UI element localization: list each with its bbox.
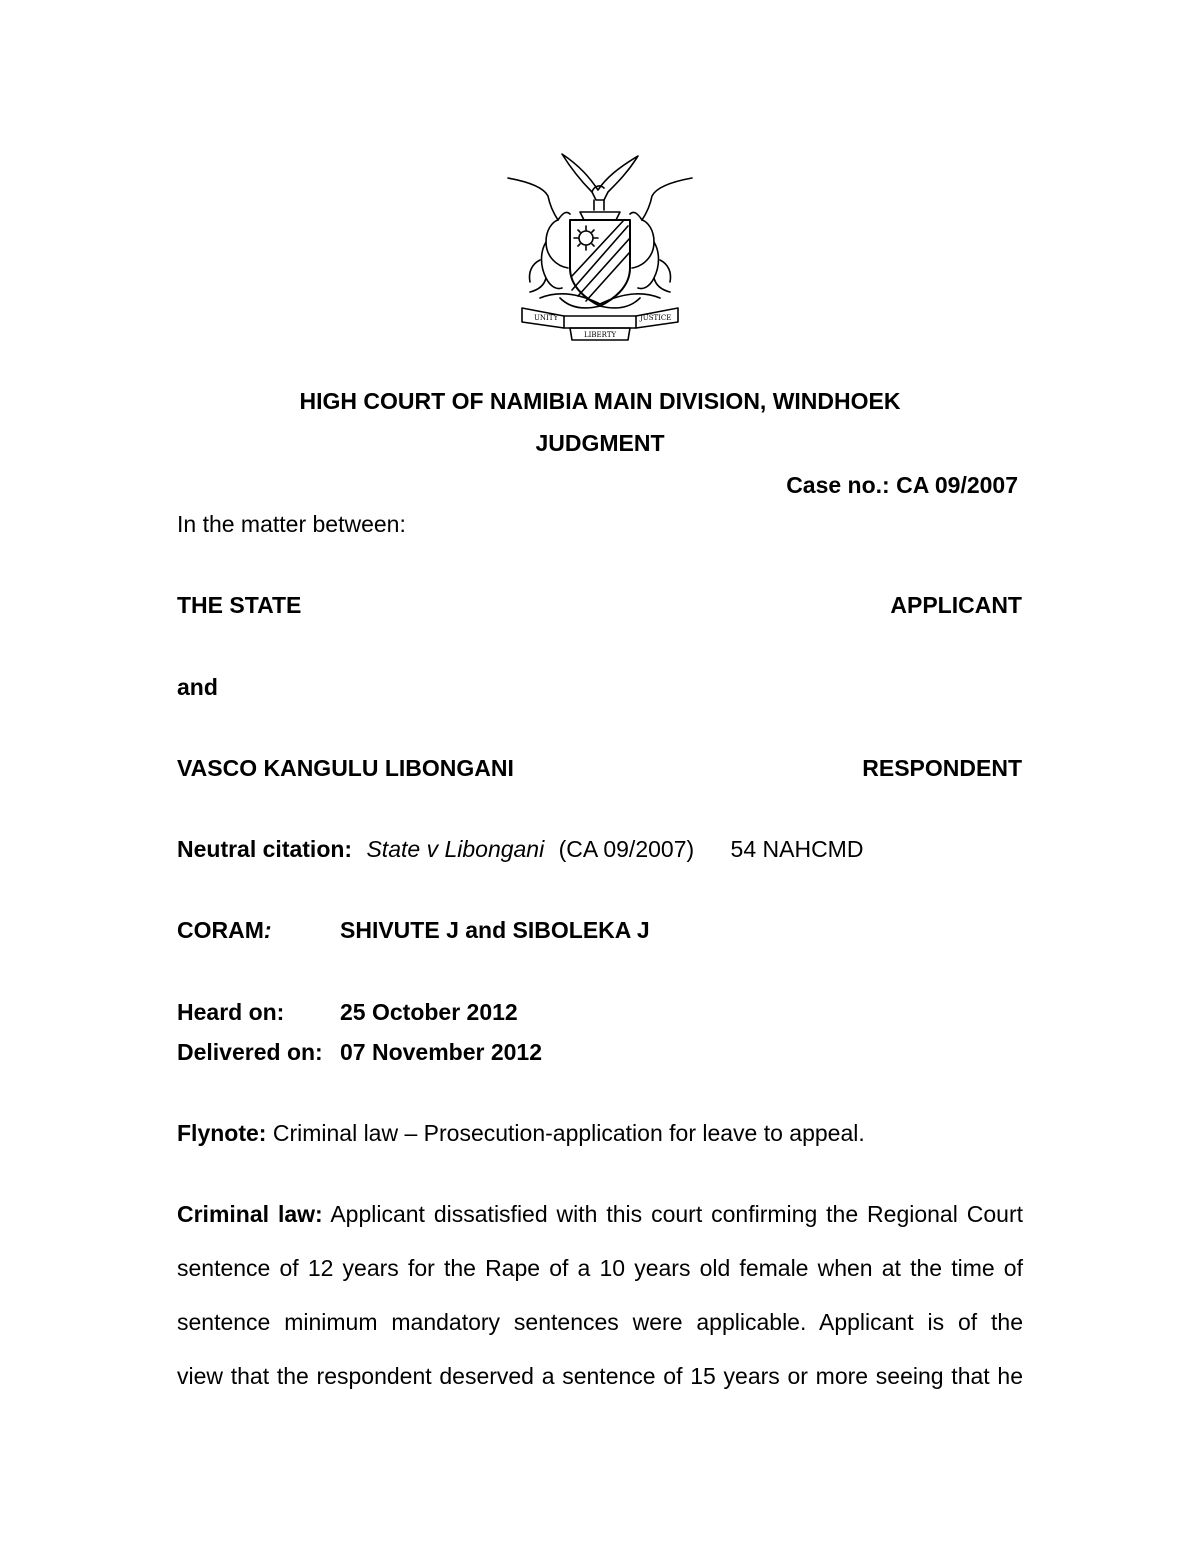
criminal-law-line-1: Applicant dissatisfied with this court confirming the Regional Court <box>330 1201 1023 1227</box>
delivered-on-label: Delivered on: <box>177 1039 323 1065</box>
criminal-law-paragraph <box>177 1187 1023 1403</box>
svg-text:JUSTICE: JUSTICE <box>640 314 672 322</box>
flynote-label: Flynote: <box>177 1120 267 1146</box>
coram-colon: : <box>263 917 272 943</box>
neutral-citation <box>177 836 863 863</box>
party-conjunction: and <box>177 674 218 700</box>
court-title: HIGH COURT OF NAMIBIA MAIN DIVISION, WINDHOEK <box>299 388 901 414</box>
flynote <box>177 1120 865 1147</box>
delivered-on-value: 07 November 2012 <box>340 1039 543 1065</box>
coat-of-arms-emblem <box>500 148 700 348</box>
matter-intro: In the matter between: <box>177 511 406 537</box>
applicant-role: APPLICANT <box>890 592 1022 618</box>
paragraph-line <box>177 1187 1023 1241</box>
criminal-law-line-4: view that the respondent deserved a sentence of 15 years or more seeing that he <box>177 1363 1023 1389</box>
criminal-law-label: Criminal law: <box>177 1201 323 1227</box>
svg-text:UNITY: UNITY <box>534 314 559 322</box>
respondent-role: RESPONDENT <box>862 755 1022 781</box>
heard-on-value: 25 October 2012 <box>340 999 518 1025</box>
coram-label-text: CORAM <box>177 917 264 943</box>
document-type: JUDGMENT <box>535 430 665 456</box>
citation-report: 54 NAHCMD <box>730 836 864 862</box>
citation-case-ref: (CA 09/2007) <box>558 836 695 862</box>
heard-on-label: Heard on: <box>177 999 285 1025</box>
criminal-law-line-3: sentence minimum mandatory sentences were applicable. Applicant is of the <box>177 1309 1023 1335</box>
citation-case-name: State v Libongani <box>366 836 545 862</box>
coram-judges: SHIVUTE J and SIBOLEKA J <box>340 917 650 943</box>
respondent-name: VASCO KANGULU LIBONGANI <box>177 755 514 781</box>
coram-label <box>177 917 272 944</box>
case-number: Case no.: CA 09/2007 <box>786 472 1018 498</box>
applicant-name: THE STATE <box>177 592 302 618</box>
criminal-law-line-2: sentence of 12 years for the Rape of a 10 years old female when at the time of <box>177 1255 1023 1281</box>
flynote-text: Criminal law – Prosecution-application for leave to appeal. <box>272 1120 865 1146</box>
citation-label: Neutral citation: <box>177 836 353 862</box>
svg-text:LIBERTY: LIBERTY <box>584 331 617 339</box>
